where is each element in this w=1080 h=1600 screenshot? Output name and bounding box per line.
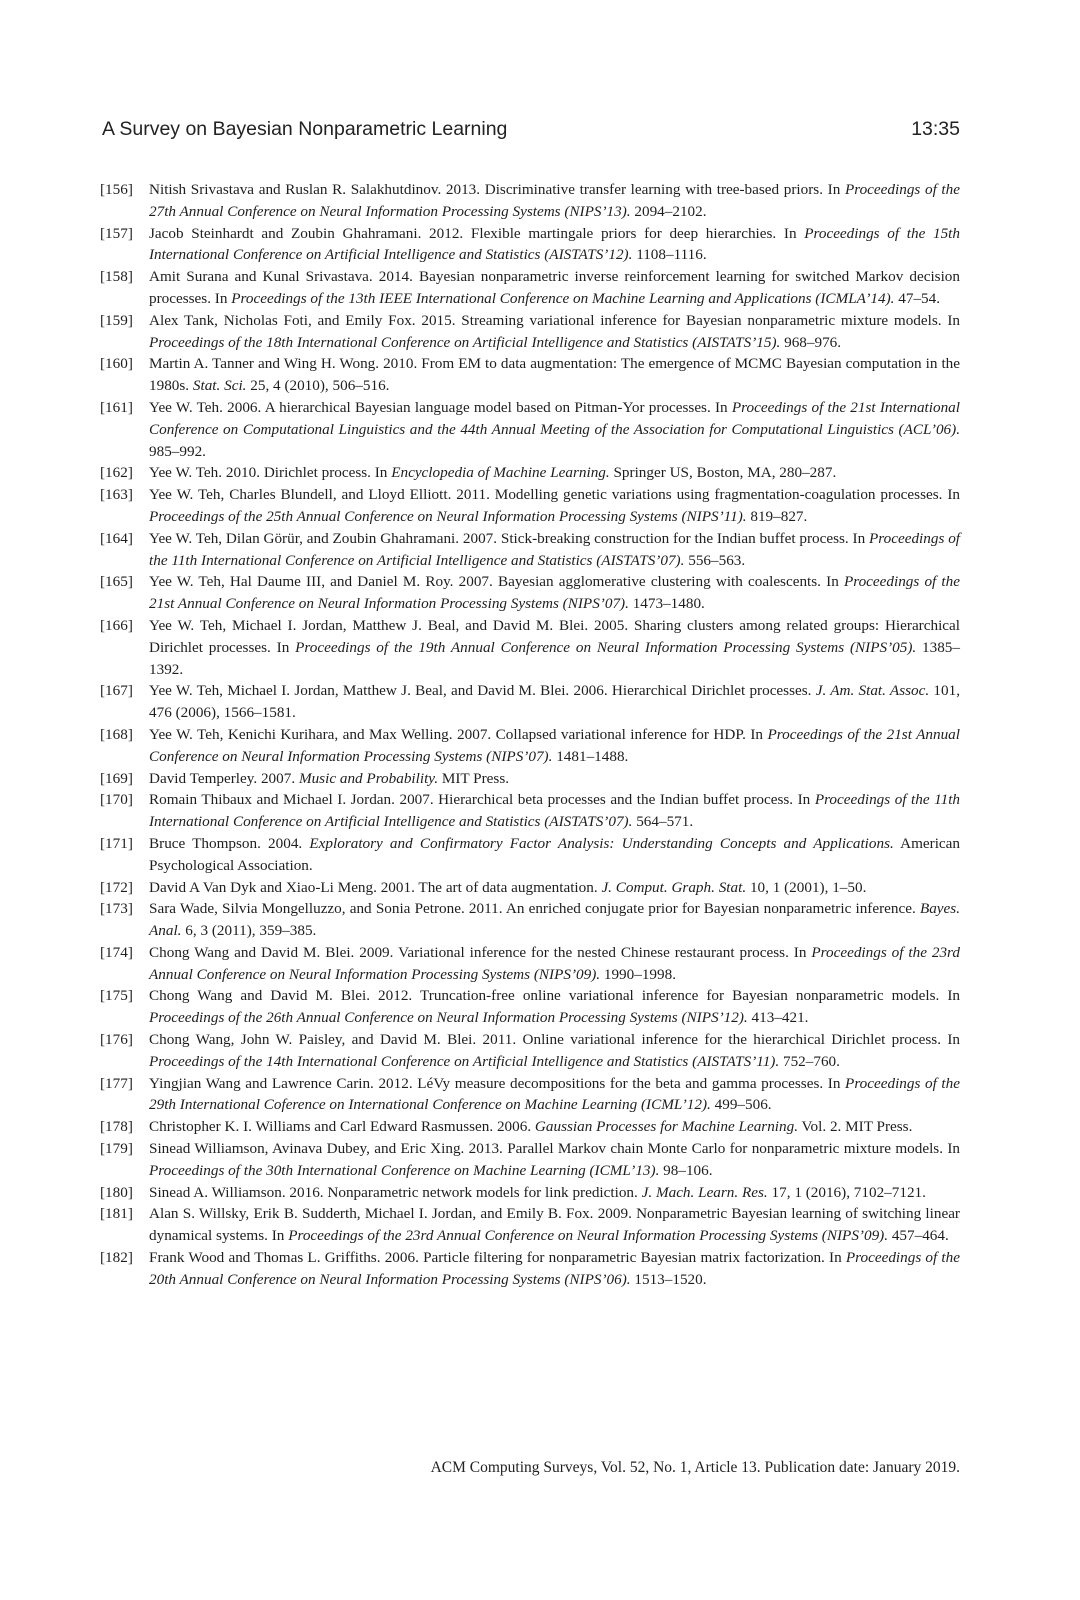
reference-pages: 985–992. xyxy=(149,442,206,460)
reference-pages: 819–827. xyxy=(746,507,808,525)
reference-text: Yee W. Teh, Michael I. Jordan, Matthew J. Beal, and David M. Blei. 2006. Hierarchical Dirichlet processes. xyxy=(149,682,816,700)
reference-text: Yee W. Teh, Charles Blundell, and Lloyd Elliott. 2011. Modelling genetic variations using fragmentation-coagulation processes. In xyxy=(149,486,960,504)
reference-venue: Proceedings of the 26th Annual Conference on Neural Information Processing Systems (NIPS’12). xyxy=(149,1009,748,1027)
reference-text: Chong Wang and David M. Blei. 2012. Truncation-free online variational inference for Bayesian nonparametric models. In xyxy=(149,987,960,1005)
reference-pages: 1513–1520. xyxy=(630,1270,707,1288)
running-head xyxy=(102,118,960,144)
reference-number: [180] xyxy=(100,1183,133,1201)
reference-venue: Music and Probability. xyxy=(298,769,439,787)
reference-item xyxy=(100,1116,960,1138)
reference-item xyxy=(100,353,960,397)
reference-text: Yee W. Teh. 2010. Dirichlet process. In xyxy=(149,464,392,482)
reference-list xyxy=(100,179,960,1291)
reference-pages: MIT Press. xyxy=(438,769,510,787)
reference-item xyxy=(100,724,960,768)
reference-venue: Proceedings of the 21st International Conference on Computational Linguistics and the 44th Annual Meeting of the Association for Computational Linguistics (ACL’06). xyxy=(149,398,961,438)
reference-number: [168] xyxy=(100,725,133,743)
reference-venue: J. Comput. Graph. Stat. xyxy=(601,878,747,896)
reference-venue: Proceedings of the 21st Annual Conference on Neural Information Processing Systems (NIPS’07). xyxy=(149,725,960,765)
reference-item xyxy=(100,397,960,462)
reference-number: [177] xyxy=(100,1074,133,1092)
reference-number: [159] xyxy=(100,311,133,329)
reference-number: [156] xyxy=(100,181,133,198)
reference-venue: Proceedings of the 29th International Coference on International Conference on Machine Learning (ICML’12). xyxy=(149,1074,960,1114)
reference-item xyxy=(100,615,960,680)
reference-number: [167] xyxy=(100,682,133,700)
reference-number: [175] xyxy=(100,987,133,1005)
reference-pages: 457–464. xyxy=(888,1227,949,1245)
reference-pages: 413–421. xyxy=(747,1009,809,1027)
reference-item xyxy=(100,1029,960,1073)
reference-venue: Exploratory and Confirmatory Factor Analysis: Understanding Concepts and Applications. xyxy=(309,834,894,852)
reference-number: [158] xyxy=(100,268,133,286)
reference-venue: Bayes. Anal. xyxy=(149,900,960,940)
reference-number: [173] xyxy=(100,900,133,918)
reference-item xyxy=(100,942,960,986)
reference-venue: J. Mach. Learn. Res. xyxy=(641,1183,768,1201)
reference-pages: Vol. 2. MIT Press. xyxy=(798,1118,913,1136)
reference-number: [174] xyxy=(100,943,133,961)
reference-number: [163] xyxy=(100,486,133,504)
reference-venue: Encyclopedia of Machine Learning. xyxy=(391,464,610,482)
reference-text: Alex Tank, Nicholas Foti, and Emily Fox. 2015. Streaming variational inference for Bayesian nonparametric mixture models. In xyxy=(149,311,960,329)
reference-item xyxy=(100,833,960,877)
reference-text: Romain Thibaux and Michael I. Jordan. 2007. Hierarchical beta processes and the Indian buffet process. In xyxy=(149,791,815,809)
reference-item xyxy=(100,223,960,267)
running-title: A Survey on Bayesian Nonparametric Learning xyxy=(102,118,508,140)
reference-number: [176] xyxy=(100,1031,133,1049)
reference-venue: Proceedings of the 14th International Conference on Artificial Intelligence and Statistics (AISTATS’11). xyxy=(149,1052,780,1070)
reference-venue: Proceedings of the 19th Annual Conference on Neural Information Processing Systems (NIPS’05). xyxy=(295,638,917,656)
reference-pages: 25, 4 (2010), 506–516. xyxy=(246,377,390,395)
reference-item xyxy=(100,266,960,310)
reference-venue: Proceedings of the 25th Annual Conference on Neural Information Processing Systems (NIPS’11). xyxy=(149,507,747,525)
reference-item xyxy=(100,985,960,1029)
page-number: 13:35 xyxy=(911,118,960,140)
reference-text: Chong Wang and David M. Blei. 2009. Variational inference for the nested Chinese restaurant process. In xyxy=(149,943,812,961)
reference-item xyxy=(100,1073,960,1117)
reference-text: Sinead Williamson, Avinava Dubey, and Eric Xing. 2013. Parallel Markov chain Monte Carlo for nonparametric mixture models. In xyxy=(149,1140,960,1158)
reference-venue: Proceedings of the 15th International Conference on Artificial Intelligence and Statistics (AISTATS’12). xyxy=(149,224,960,264)
reference-venue: Proceedings of the 11th International Conference on Artificial Intelligence and Statistics (AISTATS’07). xyxy=(149,791,961,831)
reference-number: [181] xyxy=(100,1205,133,1223)
reference-pages: 564–571. xyxy=(632,813,694,831)
reference-number: [182] xyxy=(100,1249,133,1267)
reference-number: [171] xyxy=(100,834,133,852)
reference-text: Yee W. Teh, Michael I. Jordan, Matthew J. Beal, and David M. Blei. 2005. Sharing clusters among related groups: Hierarchical Dirichlet processes. In xyxy=(149,616,960,656)
reference-pages: 752–760. xyxy=(779,1052,840,1070)
reference-text: Chong Wang, John W. Paisley, and David M. Blei. 2011. Online variational inference for the hierarchical Dirichlet process. In xyxy=(149,1031,960,1049)
reference-item xyxy=(100,1138,960,1182)
reference-number: [172] xyxy=(100,878,133,896)
reference-pages: 1385–1392. xyxy=(149,638,960,678)
reference-text: David A Van Dyk and Xiao-Li Meng. 2001. The art of data augmentation. xyxy=(149,878,602,896)
reference-pages: 10, 1 (2001), 1–50. xyxy=(746,878,867,896)
reference-text: Yingjian Wang and Lawrence Carin. 2012. LéVy measure decompositions for the beta and gamma processes. In xyxy=(149,1074,846,1092)
reference-pages: 968–976. xyxy=(780,333,842,351)
reference-pages: 17, 1 (2016), 7102–7121. xyxy=(767,1183,926,1201)
reference-pages: 1481–1488. xyxy=(552,747,629,765)
reference-number: [166] xyxy=(100,616,133,634)
reference-pages: 98–106. xyxy=(659,1161,713,1179)
reference-pages: 1108–1116. xyxy=(632,246,707,264)
reference-number: [161] xyxy=(100,398,133,416)
reference-number: [170] xyxy=(100,791,133,809)
reference-text: Sinead A. Williamson. 2016. Nonparametric network models for link prediction. xyxy=(149,1183,642,1201)
reference-pages: 1990–1998. xyxy=(600,965,676,983)
reference-text: Frank Wood and Thomas L. Griffiths. 2006. Particle filtering for nonparametric Bayesian matrix factorization. In xyxy=(149,1249,846,1267)
reference-item xyxy=(100,898,960,942)
journal-footer: ACM Computing Surveys, Vol. 52, No. 1, Article 13. Publication date: January 2019. xyxy=(430,1459,960,1476)
reference-venue: Proceedings of the 23rd Annual Conference on Neural Information Processing Systems (NIPS’09). xyxy=(288,1227,889,1245)
reference-text: Amit Surana and Kunal Srivastava. 2014. Bayesian nonparametric inverse reinforcement learning for switched Markov decision processes. In xyxy=(149,268,960,307)
reference-pages: 101, 476 (2006), 1566–1581. xyxy=(149,682,961,722)
reference-item xyxy=(100,1203,960,1247)
reference-item xyxy=(100,310,960,354)
reference-pages: American Psychological Association. xyxy=(149,834,960,874)
reference-number: [178] xyxy=(100,1118,133,1136)
reference-pages: 556–563. xyxy=(684,551,746,569)
reference-pages: 1473–1480. xyxy=(628,595,705,613)
reference-item xyxy=(100,484,960,528)
reference-item xyxy=(100,528,960,572)
reference-text: Martin A. Tanner and Wing H. Wong. 2010. From EM to data augmentation: The emergence of MCMC Bayesian computation in the 1980s. xyxy=(149,355,960,395)
reference-pages: 499–506. xyxy=(710,1096,772,1114)
reference-text: Bruce Thompson. 2004. xyxy=(149,834,310,852)
reference-number: [165] xyxy=(100,573,133,591)
reference-item xyxy=(100,571,960,615)
reference-number: [179] xyxy=(100,1140,133,1158)
reference-item xyxy=(100,179,960,223)
reference-number: [169] xyxy=(100,769,133,787)
reference-text: Yee W. Teh, Hal Daume III, and Daniel M. Roy. 2007. Bayesian agglomerative clustering with coalescents. In xyxy=(149,573,844,591)
reference-venue: Stat. Sci. xyxy=(192,377,247,395)
reference-pages: 47–54. xyxy=(894,289,941,307)
reference-text: Christopher K. I. Williams and Carl Edward Rasmussen. 2006. xyxy=(149,1118,535,1136)
reference-venue: Proceedings of the 23rd Annual Conference on Neural Information Processing Systems (NIPS’09). xyxy=(149,943,960,983)
reference-venue: Proceedings of the 21st Annual Conference on Neural Information Processing Systems (NIPS’07). xyxy=(149,573,960,613)
reference-text: Yee W. Teh, Dilan Görür, and Zoubin Ghahramani. 2007. Stick-breaking construction for the Indian buffet process. In xyxy=(149,529,870,547)
reference-item xyxy=(100,789,960,833)
reference-venue: Proceedings of the 13th IEEE International Conference on Machine Learning and Applications (ICMLA’14). xyxy=(231,289,895,307)
reference-venue: Proceedings of the 18th International Conference on Artificial Intelligence and Statistics (AISTATS’15). xyxy=(149,333,781,351)
reference-pages: 6, 3 (2011), 359–385. xyxy=(181,922,317,940)
reference-text: Alan S. Willsky, Erik B. Sudderth, Michael I. Jordan, and Emily B. Fox. 2009. Nonparametric Bayesian learning of switching linear dynamical systems. In xyxy=(149,1205,960,1245)
reference-number: [157] xyxy=(100,224,133,242)
reference-text: Yee W. Teh. 2006. A hierarchical Bayesian language model based on Pitman-Yor processes. In xyxy=(149,398,732,416)
reference-text: Sara Wade, Silvia Mongelluzzo, and Sonia Petrone. 2011. An enriched conjugate prior for Bayesian nonparametric inference. xyxy=(149,900,920,918)
reference-item xyxy=(100,1247,960,1291)
reference-text: Jacob Steinhardt and Zoubin Ghahramani. 2012. Flexible martingale priors for deep hierarchies. In xyxy=(149,224,805,242)
reference-venue: Proceedings of the 30th International Conference on Machine Learning (ICML’13). xyxy=(149,1161,660,1179)
reference-item xyxy=(100,1182,960,1204)
reference-pages: Springer US, Boston, MA, 280–287. xyxy=(609,464,837,482)
reference-item xyxy=(100,768,960,790)
reference-item xyxy=(100,877,960,899)
reference-venue: Proceedings of the 20th Annual Conference on Neural Information Processing Systems (NIPS’06). xyxy=(149,1249,960,1288)
reference-text: Yee W. Teh, Kenichi Kurihara, and Max Welling. 2007. Collapsed variational inference for HDP. In xyxy=(149,725,768,743)
reference-text: Nitish Srivastava and Ruslan R. Salakhutdinov. 2013. Discriminative transfer learning with tree-based priors. In xyxy=(149,181,845,198)
reference-venue: Gaussian Processes for Machine Learning. xyxy=(534,1118,799,1136)
reference-number: [164] xyxy=(100,529,133,547)
reference-venue: Proceedings of the 11th International Conference on Artificial Intelligence and Statistics (AISTATS’07). xyxy=(149,529,961,569)
reference-venue: J. Am. Stat. Assoc. xyxy=(815,682,930,700)
reference-item xyxy=(100,462,960,484)
reference-text: David Temperley. 2007. xyxy=(149,769,299,787)
reference-venue: Proceedings of the 27th Annual Conference on Neural Information Processing Systems (NIPS’13). xyxy=(149,181,960,220)
reference-item xyxy=(100,680,960,724)
reference-number: [160] xyxy=(100,355,133,373)
reference-number: [162] xyxy=(100,464,133,482)
reference-pages: 2094–2102. xyxy=(630,202,707,220)
